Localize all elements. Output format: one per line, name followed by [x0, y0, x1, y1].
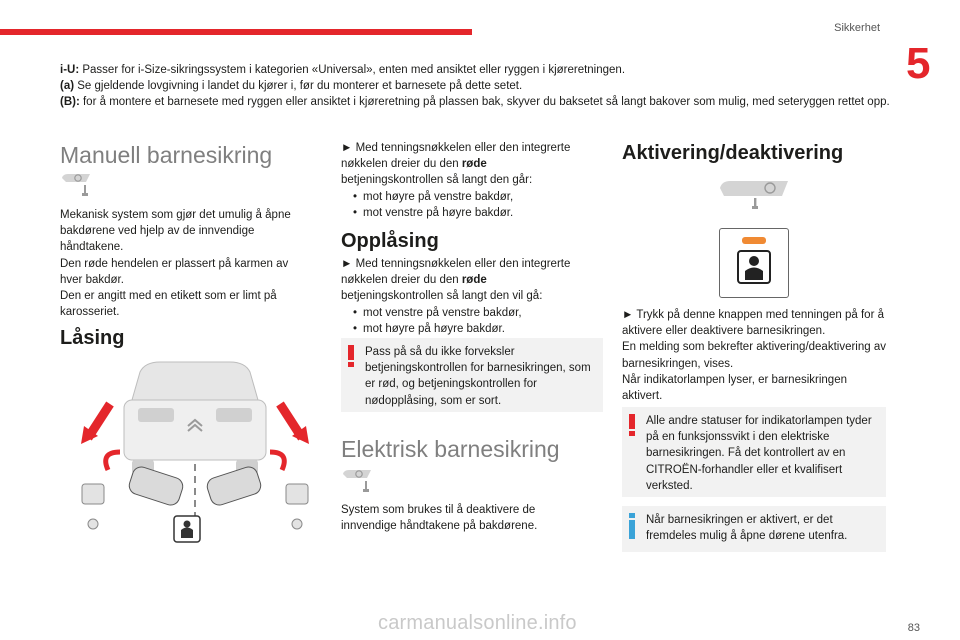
- locking-title: Låsing: [60, 327, 125, 349]
- warning-icon: [348, 345, 354, 367]
- list-item: • mot høyre på venstre bakdør,: [363, 189, 581, 205]
- locking-step: ► Med tenningsnøkkelen eller den integrerte nøkkelen dreier du den røde betjeningskontrollen så langt den går:: [341, 142, 571, 187]
- activation-title: Aktivering/deaktivering: [622, 142, 844, 164]
- steering-wheel-icon: [716, 178, 792, 212]
- unlocking-step: ► Med tenningsnøkkelen eller den integrerte nøkkelen dreier du den røde betjeningskontrollen så langt den vil gå:: [341, 258, 571, 303]
- intro-line-1: i-U: Passer for i-Size-sikringssystem i kategorien «Universal», enten med ansiktet eller ryggen i kjøreretningen.: [60, 64, 626, 76]
- activation-step: ► Trykk på denne knappen med tenningen på for å aktivere eller deaktivere barnesikringen.: [622, 309, 885, 338]
- electric-lock-description: System som brukes til å deaktivere de innvendige håndtakene på bakdørene.: [341, 504, 538, 533]
- child-lock-diagram: [80, 360, 310, 550]
- warning-text: Pass på så du ikke forveksler betjeningskontrollen for barnesikringen, som er rød, og betjeningskontrollen for nødopplåsing, som er sort.: [365, 346, 591, 407]
- activation-p1: En melding som bekrefter aktivering/deaktivering av barnesikringen, vises.: [622, 341, 886, 370]
- manual-lock-p1: Mekanisk system som gjør det umulig å åpne bakdørene ved hjelp av de innvendige håndtakene.: [60, 209, 291, 254]
- info-icon: [629, 513, 635, 539]
- page-number: 83: [907, 622, 920, 634]
- warning-note-malfunction: [622, 407, 886, 497]
- electric-lock-icon: [341, 468, 375, 496]
- unlocking-list: [341, 305, 581, 337]
- locking-instructions: [341, 140, 581, 221]
- manual-lock-p2: Den røde hendelen er plassert på karmen av hver bakdør.: [60, 257, 289, 286]
- info-text: Når barnesikringen er aktivert, er det fremdeles mulig å åpne dørene utenfra.: [646, 514, 848, 543]
- locking-list: [341, 189, 581, 221]
- section-title: Sikkerhet: [834, 22, 880, 34]
- header-red-bar: [0, 29, 472, 35]
- warning-text: Alle andre statuser for indikatorlampen tyder på en funksjonssvikt i den elektriske barnesikringen. Få det kontrollert av en CITROËN-forhandler eller et kvalifisert verksted.: [646, 415, 872, 492]
- manual-lock-description: [60, 207, 300, 320]
- manual-child-lock-title: Manuell barnesikring: [60, 142, 273, 168]
- intro-line-2: (a) Se gjeldende lovgivning i landet du kjører i, før du monterer et barnesete på dette setet.: [60, 80, 523, 92]
- list-item: • mot venstre på høyre bakdør.: [363, 205, 581, 221]
- unlocking-instructions: [341, 256, 581, 337]
- list-item: • mot høyre på høyre bakdør.: [363, 321, 581, 337]
- activation-p2: Når indikatorlampen lyser, er barnesikringen aktivert.: [622, 373, 847, 403]
- unlocking-title: Opplåsing: [341, 230, 439, 252]
- warning-note-child-lock: [341, 338, 603, 412]
- watermark: carmanualsonline.info: [378, 612, 577, 634]
- warning-icon: [629, 414, 635, 436]
- manual-lock-p3: Den er angitt med en etikett som er limt på karosseriet.: [60, 290, 277, 319]
- manual-lock-icon: [60, 172, 94, 200]
- indicator-lamp: [742, 237, 766, 244]
- child-lock-icon: [737, 250, 771, 284]
- intro-block: [60, 62, 890, 110]
- electric-child-lock-title: Elektrisk barnesikring: [341, 436, 560, 462]
- info-note: [622, 506, 886, 552]
- intro-line-3: (B): for å montere et barnesete med ryggen eller ansiktet i kjøreretning på plassen bak, skyver du baksetet så langt bakover som mulig, med seteryggen rettet opp.: [60, 96, 890, 108]
- list-item: • mot venstre på venstre bakdør,: [363, 305, 581, 321]
- child-lock-button[interactable]: [719, 228, 789, 298]
- section-number: 5: [906, 39, 931, 88]
- activation-instructions: [622, 307, 887, 404]
